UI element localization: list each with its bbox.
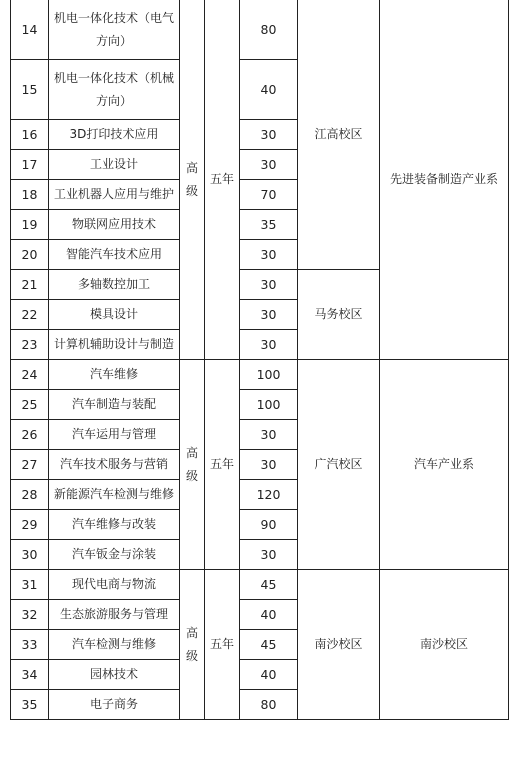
major-name: 汽车检测与维修 <box>49 630 180 660</box>
department-name: 先进装备制造产业系 <box>380 0 509 360</box>
program-length: 五年 <box>205 360 240 570</box>
department-name: 南沙校区 <box>380 570 509 720</box>
program-length: 五年 <box>205 570 240 720</box>
major-name: 多轴数控加工 <box>49 270 180 300</box>
row-number: 35 <box>11 690 49 720</box>
training-level: 高级 <box>180 0 205 360</box>
enrollment-count: 120 <box>240 480 298 510</box>
training-level: 高级 <box>180 570 205 720</box>
major-name: 机电一体化技术（机械方向） <box>49 60 180 120</box>
program-length: 五年 <box>205 0 240 360</box>
enrollment-count: 30 <box>240 330 298 360</box>
row-number: 32 <box>11 600 49 630</box>
enrollment-count: 30 <box>240 270 298 300</box>
major-name: 3D打印技术应用 <box>49 120 180 150</box>
enrollment-count: 30 <box>240 120 298 150</box>
major-name: 智能汽车技术应用 <box>49 240 180 270</box>
major-name: 汽车维修 <box>49 360 180 390</box>
row-number: 24 <box>11 360 49 390</box>
row-number: 19 <box>11 210 49 240</box>
row-number: 17 <box>11 150 49 180</box>
table-row <box>11 360 509 390</box>
major-name: 汽车制造与装配 <box>49 390 180 420</box>
row-number: 21 <box>11 270 49 300</box>
row-number: 27 <box>11 450 49 480</box>
major-name: 物联网应用技术 <box>49 210 180 240</box>
enrollment-count: 30 <box>240 240 298 270</box>
enrollment-count: 30 <box>240 150 298 180</box>
major-name: 汽车钣金与涂装 <box>49 540 180 570</box>
enrollment-count: 40 <box>240 60 298 120</box>
enrollment-count: 80 <box>240 0 298 60</box>
row-number: 20 <box>11 240 49 270</box>
row-number: 29 <box>11 510 49 540</box>
enrollment-count: 30 <box>240 450 298 480</box>
major-name: 新能源汽车检测与维修 <box>49 480 180 510</box>
enrollment-count: 40 <box>240 660 298 690</box>
major-name: 汽车运用与管理 <box>49 420 180 450</box>
enrollment-count: 100 <box>240 360 298 390</box>
admissions-plan-table <box>10 0 509 720</box>
major-name: 机电一体化技术（电气方向） <box>49 0 180 60</box>
major-name: 电子商务 <box>49 690 180 720</box>
table-row <box>11 570 509 600</box>
row-number: 26 <box>11 420 49 450</box>
training-level: 高级 <box>180 360 205 570</box>
table-row <box>11 0 509 60</box>
major-name: 园林技术 <box>49 660 180 690</box>
enrollment-count: 40 <box>240 600 298 630</box>
enrollment-count: 30 <box>240 300 298 330</box>
major-name: 模具设计 <box>49 300 180 330</box>
major-name: 生态旅游服务与管理 <box>49 600 180 630</box>
enrollment-count: 80 <box>240 690 298 720</box>
campus-name: 广汽校区 <box>298 360 380 570</box>
major-name: 汽车维修与改装 <box>49 510 180 540</box>
enrollment-count: 90 <box>240 510 298 540</box>
department-name: 汽车产业系 <box>380 360 509 570</box>
campus-name: 江高校区 <box>298 0 380 270</box>
row-number: 31 <box>11 570 49 600</box>
major-name: 现代电商与物流 <box>49 570 180 600</box>
row-number: 14 <box>11 0 49 60</box>
campus-name: 南沙校区 <box>298 570 380 720</box>
major-name: 计算机辅助设计与制造 <box>49 330 180 360</box>
major-name: 工业设计 <box>49 150 180 180</box>
enrollment-count: 45 <box>240 570 298 600</box>
enrollment-count: 35 <box>240 210 298 240</box>
enrollment-count: 70 <box>240 180 298 210</box>
row-number: 15 <box>11 60 49 120</box>
campus-name: 马务校区 <box>298 270 380 360</box>
row-number: 18 <box>11 180 49 210</box>
row-number: 16 <box>11 120 49 150</box>
row-number: 30 <box>11 540 49 570</box>
row-number: 23 <box>11 330 49 360</box>
major-name: 工业机器人应用与维护 <box>49 180 180 210</box>
major-name: 汽车技术服务与营销 <box>49 450 180 480</box>
enrollment-count: 30 <box>240 540 298 570</box>
row-number: 22 <box>11 300 49 330</box>
enrollment-count: 45 <box>240 630 298 660</box>
row-number: 28 <box>11 480 49 510</box>
row-number: 25 <box>11 390 49 420</box>
enrollment-count: 30 <box>240 420 298 450</box>
row-number: 34 <box>11 660 49 690</box>
enrollment-count: 100 <box>240 390 298 420</box>
row-number: 33 <box>11 630 49 660</box>
